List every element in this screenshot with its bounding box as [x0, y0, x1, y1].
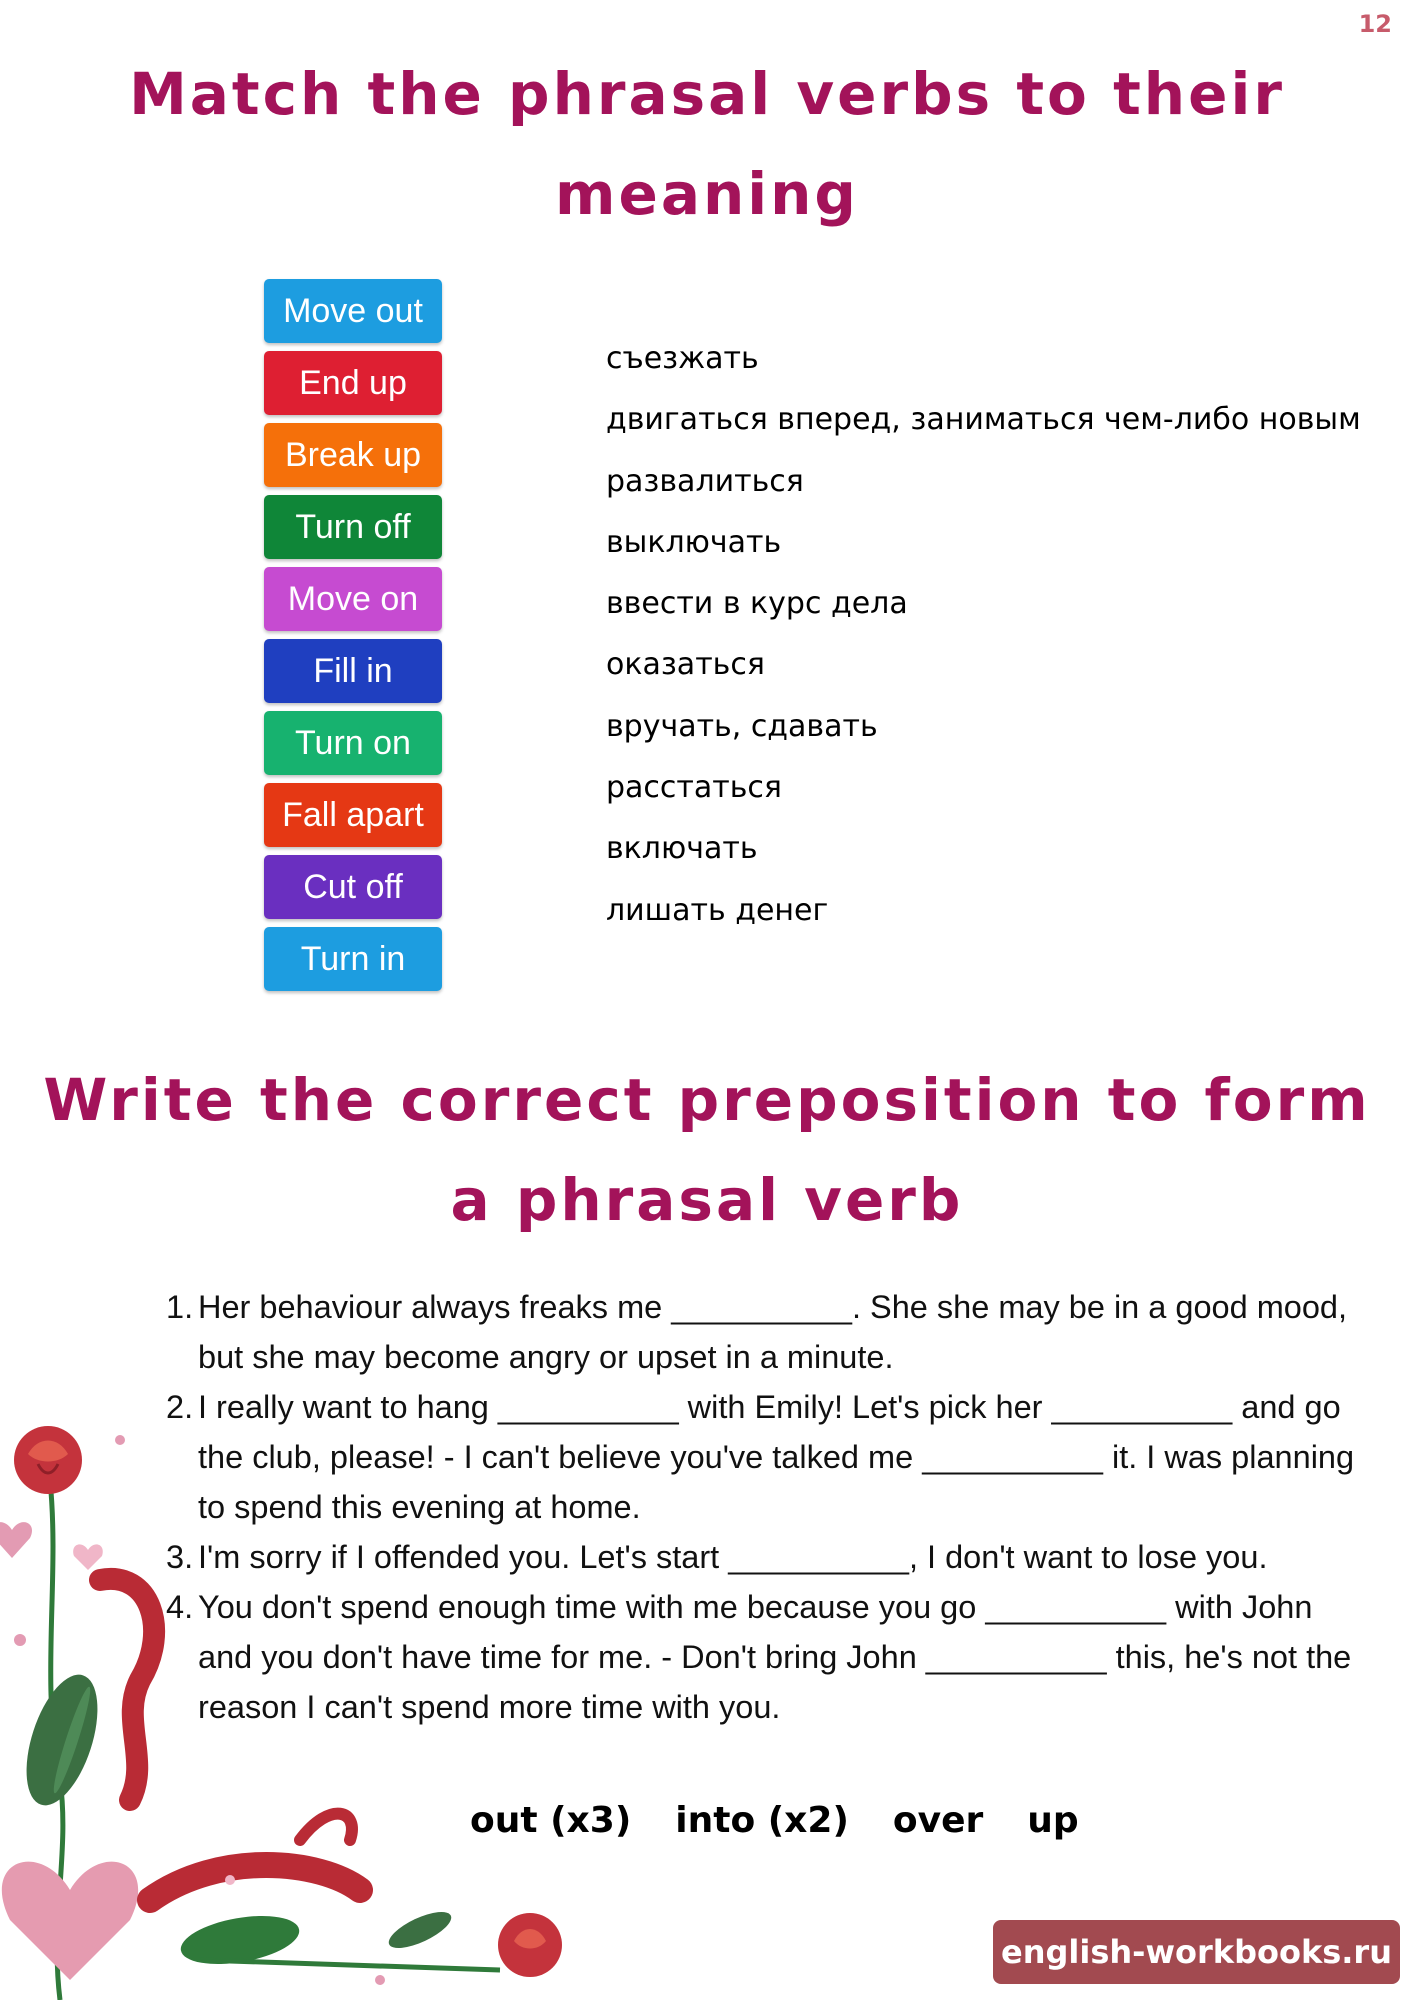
- section2-title-line2: a phrasal verb: [450, 1166, 964, 1234]
- section2-title-line1: Write the correct preposition to form: [43, 1066, 1371, 1134]
- meaning-item: двигаться вперед, заниматься чем-либо новым: [606, 402, 1361, 438]
- meaning-item: съезжать: [606, 341, 759, 376]
- word-bank-item: out (x3): [470, 1800, 632, 1841]
- exercise-item: [166, 1282, 1366, 1382]
- exercise-number: 1.: [166, 1289, 194, 1325]
- page-number: 12: [1358, 10, 1392, 38]
- meaning-item: ввести в курс дела: [606, 586, 908, 622]
- exercise-number: 3.: [166, 1539, 194, 1575]
- section1-title-line1: Match the phrasal verbs to their: [129, 60, 1285, 128]
- section1-title: [0, 44, 1414, 244]
- verb-card: Break up: [264, 423, 442, 487]
- verb-card: Move out: [264, 279, 442, 343]
- word-bank-item: up: [1027, 1800, 1079, 1841]
- verb-card: Cut off: [264, 855, 442, 919]
- exercise-text: You don't spend enough time with me because you go __________ with John and you don't have time for me. - Don't bring John __________ this, he's not the reason I can't spend more time with you.: [198, 1589, 1352, 1725]
- verb-card: Turn on: [264, 711, 442, 775]
- verb-list: [264, 279, 442, 999]
- verb-card: Turn off: [264, 495, 442, 559]
- meaning-item: включать: [606, 831, 758, 867]
- exercise-text: I'm sorry if I offended you. Let's start __________, I don't want to lose you.: [198, 1539, 1268, 1575]
- verb-card: Fall apart: [264, 783, 442, 847]
- rose-flower-icon: [0, 1420, 580, 2000]
- word-bank-item: over: [892, 1800, 984, 1841]
- verb-card: End up: [264, 351, 442, 415]
- exercise-text: I really want to hang __________ with Emily! Let's pick her __________ and go the club, please! - I can't believe you've talked me __________ it. I was planning to spend this evening at home.: [198, 1389, 1355, 1525]
- exercise-text: Her behaviour always freaks me __________. She she may be in a good mood, but she may become angry or upset in a minute.: [198, 1289, 1348, 1375]
- meaning-item: оказаться: [606, 647, 765, 683]
- meaning-item: расстаться: [606, 770, 782, 806]
- exercise-number: 2.: [166, 1389, 194, 1425]
- exercise-number: 4.: [166, 1589, 194, 1625]
- word-bank-item: into (x2): [675, 1800, 849, 1841]
- section2-title: [0, 1050, 1414, 1250]
- meaning-list: [606, 328, 1396, 941]
- section1-title-line2: meaning: [555, 160, 859, 228]
- site-badge: english-workbooks.ru: [993, 1920, 1400, 1984]
- meaning-item: выключать: [606, 524, 782, 560]
- meaning-item: вручать, сдавать: [606, 708, 878, 744]
- verb-card: Fill in: [264, 639, 442, 703]
- verb-card: Move on: [264, 567, 442, 631]
- meaning-item: развалиться: [606, 463, 804, 499]
- verb-card: Turn in: [264, 927, 442, 991]
- meaning-item: лишать денег: [606, 892, 829, 928]
